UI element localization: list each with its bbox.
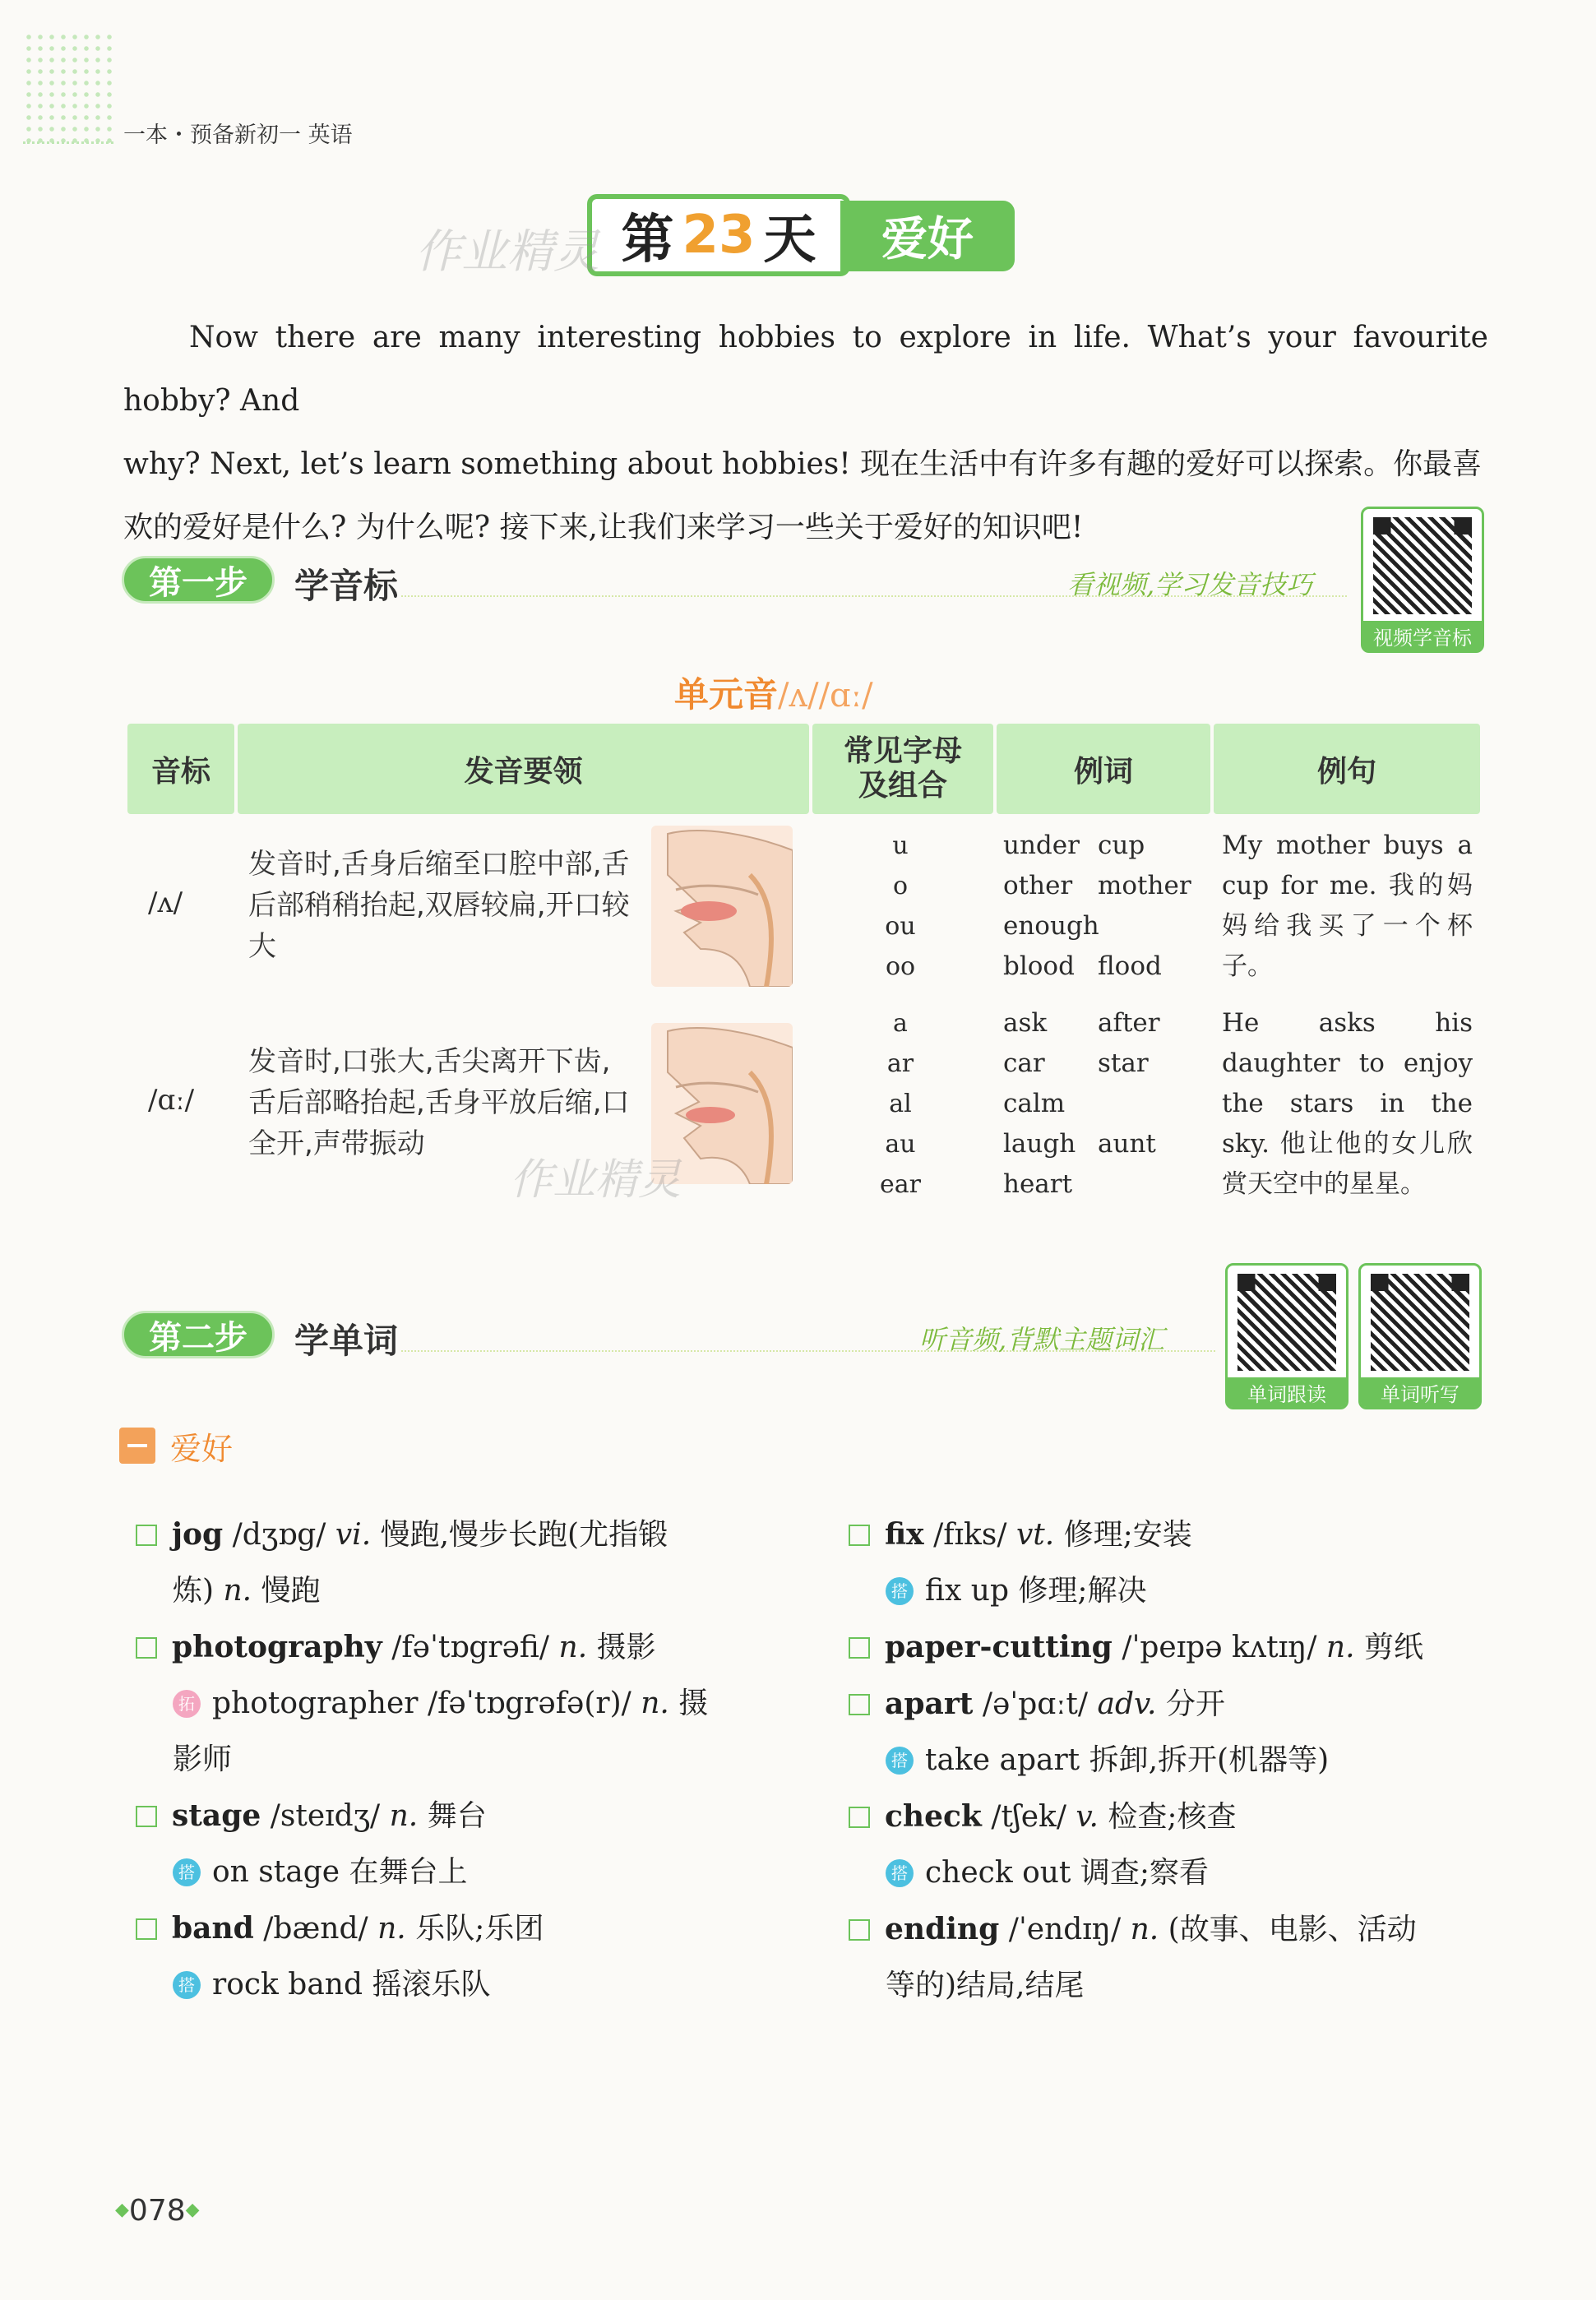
day-prefix: 第	[621, 210, 674, 271]
step1-bar	[122, 551, 1355, 609]
vocab-entry	[136, 1506, 769, 1563]
vocab-pos: n.	[389, 1799, 419, 1833]
vocab-word: band	[172, 1911, 254, 1946]
vowel-title-ipa: /ʌ//ɑː/	[778, 677, 873, 715]
vocab-meaning: 慢跑,慢步长跑(尤指锻	[380, 1518, 668, 1552]
category-minus-icon	[119, 1428, 155, 1464]
vocab-pos: n.	[558, 1631, 588, 1664]
row2-letters	[855, 1003, 946, 1205]
qr-caption: 单词跟读	[1228, 1377, 1346, 1407]
example-word: star	[1098, 1048, 1149, 1078]
step2-hint: 听音频,背默主题词汇	[919, 1324, 1165, 1355]
vowel-table-header	[127, 724, 1480, 814]
vocab-meaning-cont: 炼)	[173, 1574, 224, 1608]
category-heading	[119, 1421, 233, 1470]
vocab-phrase	[849, 1845, 1498, 1901]
day-topic: 爱好	[840, 201, 1015, 271]
example-word: mother	[1098, 871, 1191, 900]
collocation-badge-icon: 搭	[173, 1858, 201, 1886]
row1-letter: oo	[885, 952, 916, 981]
vocab-pos: v.	[1076, 1800, 1099, 1834]
example-word: blood	[1003, 951, 1075, 981]
row1-rule: 发音时,舌身后缩至口腔中部,舌后部稍稍抬起,双唇较扁,开口较大	[248, 848, 630, 963]
phrase-text: rock band 摇滚乐队	[212, 1968, 491, 2002]
row1-sentence: My mother buys a cup for me. 我的妈妈给我买了一个杯子。	[1222, 831, 1473, 981]
vocab-word: jog	[172, 1517, 224, 1552]
collocation-badge-icon: 搭	[173, 1971, 201, 1999]
vocab-word: paper-cutting	[885, 1630, 1113, 1664]
vocab-word: ending	[885, 1912, 1000, 1946]
vocab-meaning: 检查;核查	[1108, 1800, 1237, 1834]
phrase-text: take apart 拆卸,拆开(机器等)	[925, 1743, 1330, 1777]
qr-caption: 单词听写	[1361, 1377, 1479, 1407]
vocab-pos: n.	[377, 1912, 406, 1946]
day-suffix: 天	[763, 210, 817, 271]
checkbox[interactable]	[136, 1918, 157, 1940]
row2-letter: a	[893, 1009, 908, 1038]
vocab-phonetic: /fəˈtɒgrəfi/	[391, 1631, 550, 1664]
vocab-meaning: 摄影	[596, 1631, 656, 1664]
example-word: aunt	[1098, 1129, 1156, 1159]
vocab-entry	[849, 1676, 1498, 1733]
checkbox[interactable]	[849, 1919, 870, 1941]
vocab-phonetic: /ˈpeɪpə kʌtɪŋ/	[1122, 1631, 1317, 1664]
vocab-phonetic: /tʃek/	[991, 1800, 1066, 1834]
example-word: calm	[1003, 1089, 1066, 1118]
vocab-phonetic: /bænd/	[263, 1912, 368, 1946]
vocab-entry	[849, 1789, 1498, 1845]
extension-badge-icon: 拓	[173, 1690, 201, 1718]
step2-bar	[122, 1306, 1215, 1363]
row1-letter: o	[892, 872, 909, 900]
ext-pos: n.	[641, 1687, 669, 1720]
example-word: other	[1003, 871, 1073, 900]
vocab-extension	[136, 1676, 769, 1732]
vocab-word: stage	[172, 1798, 261, 1833]
example-word: under	[1003, 831, 1080, 860]
vocab-meaning: 修理;安装	[1063, 1518, 1192, 1552]
th-letters-line2: 及组合	[858, 769, 947, 803]
row1-symbol: /ʌ/	[148, 886, 183, 919]
vocab-phonetic: /ˈendɪŋ/	[1008, 1913, 1122, 1946]
vocab-pos: adv.	[1097, 1687, 1157, 1721]
vocab-phonetic: /steɪdʒ/	[270, 1799, 381, 1833]
checkbox[interactable]	[849, 1637, 870, 1659]
ext-word: photographer	[212, 1687, 419, 1720]
vocab-meaning: 乐队;乐团	[415, 1912, 544, 1946]
vocab-phrase	[136, 1957, 769, 2013]
checkbox[interactable]	[136, 1806, 157, 1827]
vocab-entry	[136, 1619, 769, 1676]
row1-letter: u	[892, 831, 909, 860]
row2-letter: ear	[880, 1170, 921, 1199]
vocab-entry	[849, 1619, 1498, 1676]
phrase-text: fix up 修理;解决	[925, 1574, 1147, 1608]
qr-code-icon	[1237, 1274, 1336, 1371]
qr-word-reading[interactable]	[1225, 1263, 1349, 1409]
th-symbol: 音标	[127, 724, 234, 814]
step2-pill: 第二步	[122, 1311, 275, 1358]
example-word: cup	[1098, 831, 1145, 860]
vocab-continuation	[136, 1563, 769, 1619]
th-rule: 发音要领	[238, 724, 809, 814]
day-number-box	[587, 194, 850, 276]
vocab-phonetic: /əˈpɑːt/	[982, 1687, 1089, 1721]
row2-letter: ar	[886, 1049, 914, 1078]
vocab-phrase	[849, 1563, 1498, 1619]
page-number-text: 078	[128, 2194, 186, 2228]
vowel-section-title	[674, 668, 873, 717]
vocab-phrase	[849, 1733, 1498, 1789]
vocab-phonetic: /fɪks/	[933, 1518, 1007, 1552]
row2-letter: au	[885, 1130, 916, 1159]
page-number	[115, 2194, 200, 2228]
vocab-meaning: 分开	[1165, 1687, 1225, 1721]
vocab-phonetic: /dʒɒg/	[232, 1518, 326, 1552]
example-word: car	[1003, 1048, 1045, 1078]
qr-code-icon	[1373, 517, 1472, 614]
header-divider	[23, 141, 113, 144]
vocab-continuation: 等的)结局,结尾	[886, 1969, 1085, 2002]
checkbox[interactable]	[849, 1525, 870, 1546]
checkbox[interactable]	[136, 1637, 157, 1659]
vocab-pos: n.	[1130, 1913, 1159, 1946]
th-letters	[812, 724, 993, 814]
vocab-word: check	[885, 1799, 982, 1834]
vocab-meaning: (故事、电影、活动	[1168, 1913, 1417, 1946]
day-banner	[587, 194, 1015, 276]
th-words: 例词	[997, 724, 1210, 814]
vocab-meaning: 舞台	[427, 1799, 487, 1833]
step2-title: 学单词	[294, 1321, 399, 1361]
ext-phonetic: /fəˈtɒgrəfə(r)/	[427, 1687, 631, 1720]
checkbox[interactable]	[849, 1694, 870, 1715]
vocab-pos: n.	[223, 1574, 252, 1608]
example-word: heart	[1003, 1169, 1073, 1199]
row2-symbol: /ɑː/	[148, 1084, 195, 1117]
vowel-title-text: 单元音	[674, 674, 779, 715]
checkbox[interactable]	[136, 1525, 157, 1546]
row1-letter: ou	[885, 912, 916, 941]
vocab-continuation: 影师	[173, 1742, 233, 1776]
qr-video-phonetics[interactable]	[1361, 507, 1484, 653]
mouth-diagram-1-svg	[651, 826, 793, 987]
phrase-text: on stage 在舞台上	[212, 1855, 468, 1889]
vocab-pos: n.	[1325, 1631, 1355, 1664]
example-word: enough	[1003, 911, 1099, 941]
step1-hint: 看视频,学习发音技巧	[1067, 569, 1313, 600]
checkbox[interactable]	[849, 1807, 870, 1828]
row2-letter: al	[889, 1090, 912, 1118]
phrase-text: check out 调查;察看	[925, 1856, 1209, 1890]
watermark-top: 作业精灵	[415, 225, 599, 279]
th-letters-line1: 常见字母	[843, 734, 962, 768]
vocab-word: fix	[885, 1517, 924, 1552]
step1-title: 学音标	[294, 566, 399, 606]
vocab-pos: vt.	[1015, 1518, 1055, 1552]
vocab-entry	[849, 1506, 1498, 1563]
row2-rule: 发音时,口张大,舌尖离开下齿,舌后部略抬起,舌身平放后缩,口全开,声带振动	[248, 1045, 630, 1160]
day-number: 23	[682, 205, 756, 266]
row1-letters	[855, 826, 946, 987]
intro-line-2: why? Next, let’s learn something about hobbies! 现在生活中有许多有趣的爱好可以探索。你最喜	[123, 447, 1483, 481]
collocation-badge-icon: 搭	[886, 1747, 914, 1775]
vocab-right-column	[849, 1506, 1498, 2014]
intro-paragraph	[123, 306, 1488, 559]
vocab-meaning: 慢跑	[261, 1574, 321, 1608]
qr-caption: 视频学音标	[1363, 621, 1482, 650]
collocation-badge-icon: 搭	[886, 1859, 914, 1887]
diamond-icon: ◆	[115, 2200, 129, 2220]
vocab-pos: vi.	[335, 1518, 372, 1552]
watermark-table: 作业精灵	[510, 1155, 682, 1205]
step1-pill: 第一步	[122, 556, 275, 604]
intro-line-1: Now there are many interesting hobbies to explore in life. What’s your favourite hobby? And	[123, 321, 1488, 418]
vocab-left-column	[136, 1506, 769, 2013]
example-word: flood	[1098, 951, 1162, 981]
qr-code-icon	[1371, 1274, 1469, 1371]
th-sentence: 例句	[1214, 724, 1480, 814]
collocation-badge-icon: 搭	[886, 1577, 914, 1605]
example-word: after	[1098, 1008, 1160, 1038]
vocab-word: photography	[172, 1630, 382, 1664]
ext-meaning: 摄	[678, 1687, 709, 1720]
vocab-phrase	[136, 1844, 769, 1900]
vocab-word: apart	[885, 1687, 974, 1721]
vocab-entry	[849, 1901, 1498, 1958]
row1-words	[1003, 826, 1200, 987]
header-decoration	[23, 31, 113, 146]
row2-sentence: He asks his daughter to enjoy the stars in the sky. 他让他的女儿欣赏天空中的星星。	[1222, 1008, 1473, 1199]
category-label: 爱好	[170, 1430, 234, 1467]
vocab-meaning: 剪纸	[1364, 1631, 1424, 1664]
book-title: 一本・预备新初一 英语	[123, 123, 353, 148]
example-word: ask	[1003, 1008, 1048, 1038]
example-word: laugh	[1003, 1129, 1076, 1159]
mouth-diagram-1	[651, 826, 793, 987]
qr-word-dictation[interactable]	[1358, 1263, 1482, 1409]
diamond-icon: ◆	[185, 2200, 200, 2220]
vocab-entry	[136, 1788, 769, 1844]
vocab-entry	[136, 1900, 769, 1957]
intro-line-3: 欢的爱好是什么? 为什么呢? 接下来,让我们来学习一些关于爱好的知识吧!	[123, 511, 1084, 544]
row2-words	[1003, 1003, 1200, 1205]
